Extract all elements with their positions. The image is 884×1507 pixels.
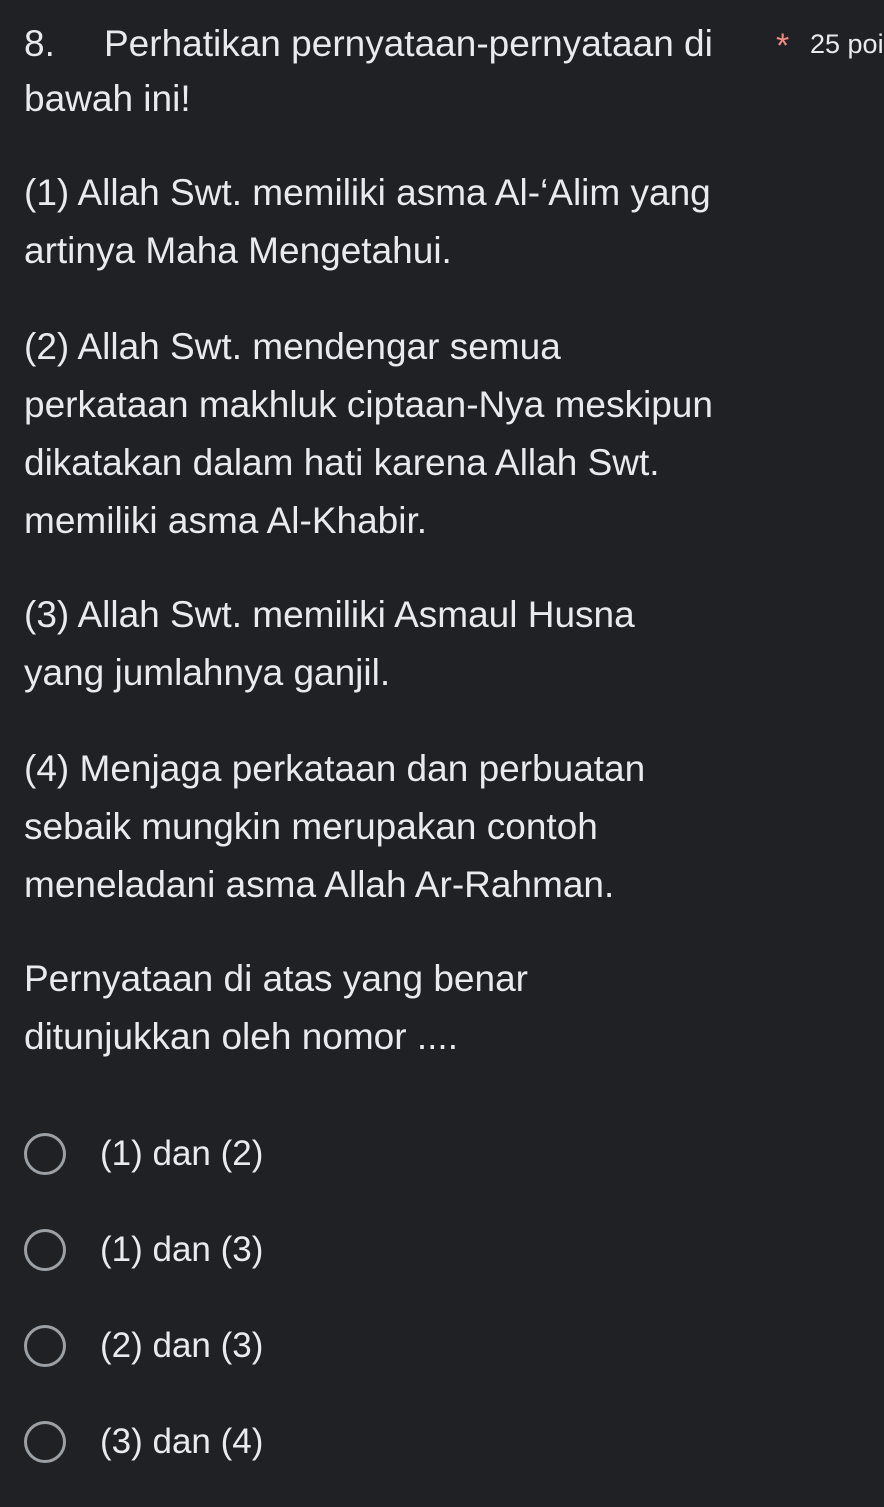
statement-line: dikatakan dalam hati karena Allah Swt. [24, 442, 660, 483]
question-number: 8. [24, 23, 55, 64]
radio-button[interactable] [24, 1421, 66, 1463]
statement-line: meneladani asma Allah Ar-Rahman. [24, 864, 615, 905]
statement-line: memiliki asma Al-Khabir. [24, 500, 428, 541]
radio-button[interactable] [24, 1229, 66, 1271]
radio-button[interactable] [24, 1325, 66, 1367]
question-prompt [24, 950, 834, 1066]
points-label: 25 poi [810, 29, 884, 59]
statement-line: artinya Maha Mengetahui. [24, 230, 452, 271]
statement-line: sebaik mungkin merupakan contoh [24, 806, 598, 847]
statement-line: (2) Allah Swt. mendengar semua [24, 326, 561, 367]
required-marker: * [776, 27, 790, 65]
question-title: Perhatikan pernyataan-pernyataan di [104, 23, 713, 64]
statement-3 [24, 586, 834, 702]
answer-option-label: (2) dan (3) [100, 1326, 264, 1365]
answer-option-3[interactable] [24, 1316, 624, 1376]
answer-option-label: (1) dan (2) [100, 1134, 264, 1173]
prompt-line: Pernyataan di atas yang benar [24, 958, 528, 999]
statement-line: (4) Menjaga perkataan dan perbuatan [24, 748, 646, 789]
statement-line: yang jumlahnya ganjil. [24, 652, 391, 693]
statement-1 [24, 164, 834, 280]
radio-button[interactable] [24, 1133, 66, 1175]
statement-line: perkataan makhluk ciptaan-Nya meskipun [24, 384, 713, 425]
answer-option-label: (1) dan (3) [100, 1230, 264, 1269]
answer-option-1[interactable] [24, 1124, 624, 1184]
answer-option-2[interactable] [24, 1220, 624, 1280]
statement-line: (3) Allah Swt. memiliki Asmaul Husna [24, 594, 635, 635]
statement-line: (1) Allah Swt. memiliki asma Al-‘Alim yang [24, 172, 711, 213]
answer-option-label: (3) dan (4) [100, 1422, 264, 1461]
statement-4 [24, 740, 834, 914]
question-title-continued [24, 70, 834, 128]
statement-2 [24, 318, 834, 550]
answer-option-4[interactable] [24, 1412, 624, 1472]
question-header [24, 14, 884, 74]
question-title-line: bawah ini! [24, 78, 191, 119]
prompt-line: ditunjukkan oleh nomor .... [24, 1016, 458, 1057]
